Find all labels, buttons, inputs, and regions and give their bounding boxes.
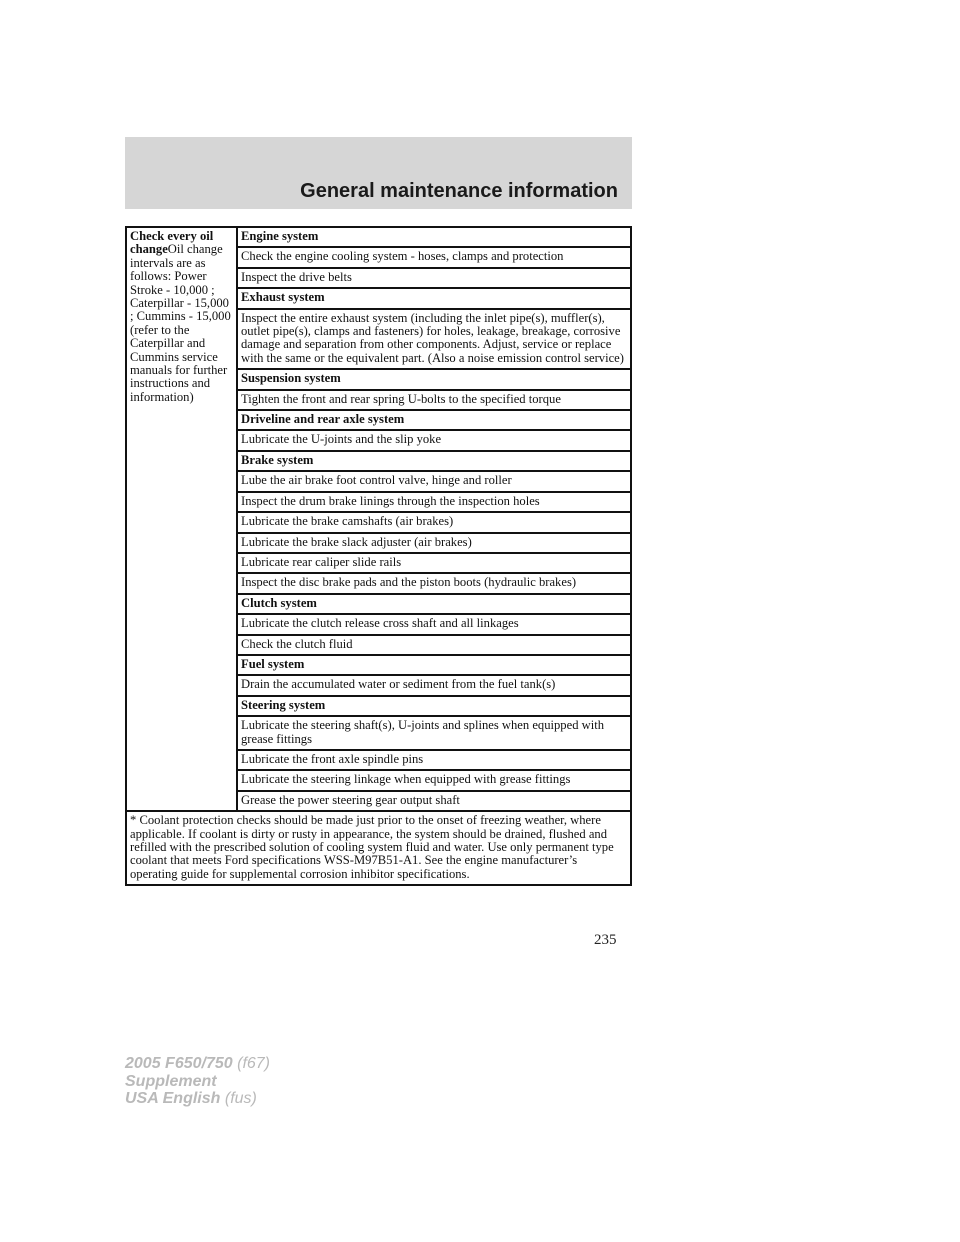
table-row [126, 227, 631, 247]
maintenance-item: Tighten the front and rear spring U-bolts to the specified torque [237, 390, 631, 410]
section-heading: Clutch system [237, 594, 631, 614]
page-title: General maintenance information [300, 180, 618, 202]
maintenance-item: Inspect the drive belts [237, 268, 631, 288]
section-heading: Fuel system [237, 655, 631, 675]
maintenance-item: Drain the accumulated water or sediment from the fuel tank(s) [237, 675, 631, 695]
maintenance-item: Inspect the entire exhaust system (including the inlet pipe(s), muffler(s), outlet pipe(s), clamps and fasteners) for holes, leakage, breakage, corrosive damage and separation from other components. Adjust, service or replace with the same or the equivalent part. (Also a noise emission control service) [237, 309, 631, 370]
document-footer [125, 1055, 270, 1108]
maintenance-item: Lubricate the brake slack adjuster (air brakes) [237, 533, 631, 553]
footnote-row [126, 811, 631, 885]
footer-model-line [125, 1055, 270, 1073]
page-number: 235 [594, 932, 617, 948]
maintenance-item: Check the engine cooling system - hoses, clamps and protection [237, 247, 631, 267]
section-heading: Driveline and rear axle system [237, 410, 631, 430]
footer-lang-code: (fus) [224, 1090, 257, 1107]
maintenance-item: Lubricate the clutch release cross shaft and all linkages [237, 614, 631, 634]
maintenance-table-body [126, 227, 631, 885]
maintenance-item: Lubricate the U-joints and the slip yoke [237, 430, 631, 450]
coolant-footnote: * Coolant protection checks should be made just prior to the onset of freezing weather, where applicable. If coolant is dirty or rusty in appearance, the system should be drained, flushed and refilled with the prescribed solution of cooling system fluid and water. Use only permanent type coolant that meets Ford specifications WSS-M97B51-A1. See the engine manufacturer’s operating guide for supplemental corrosion inhibitor specifications. [126, 811, 631, 885]
section-heading: Brake system [237, 451, 631, 471]
maintenance-item: Grease the power steering gear output shaft [237, 791, 631, 811]
footer-lang-line [125, 1090, 270, 1108]
maintenance-item: Lubricate the steering linkage when equipped with grease fittings [237, 770, 631, 790]
maintenance-table [125, 226, 632, 886]
maintenance-item: Lubricate the brake camshafts (air brakes) [237, 512, 631, 532]
footer-model-code: (f67) [237, 1055, 271, 1072]
section-heading: Steering system [237, 696, 631, 716]
interval-lead: Check every oil change [130, 229, 214, 257]
section-heading: Exhaust system [237, 288, 631, 308]
maintenance-item: Lubricate rear caliper slide rails [237, 553, 631, 573]
maintenance-item: Lubricate the front axle spindle pins [237, 750, 631, 770]
interval-cell [126, 227, 237, 811]
footer-doc: Supplement [125, 1072, 217, 1090]
section-heading: Engine system [237, 227, 631, 247]
maintenance-item: Lubricate the steering shaft(s), U-joints and splines when equipped with grease fittings [237, 716, 631, 750]
footer-model: 2005 F650/750 [125, 1055, 233, 1072]
maintenance-item: Lube the air brake foot control valve, hinge and roller [237, 471, 631, 491]
maintenance-item: Inspect the drum brake linings through the inspection holes [237, 492, 631, 512]
maintenance-item: Check the clutch fluid [237, 635, 631, 655]
interval-text: Oil change intervals are as follows: Power Stroke - 10,000 ; Caterpillar - 15,000 ; Cummins - 15,000 (refer to the Caterpillar and Cummins service manuals for further instructions and information) [130, 242, 231, 404]
header-band [125, 137, 632, 209]
footer-lang: USA English [125, 1090, 221, 1107]
section-heading: Suspension system [237, 369, 631, 389]
footer-doc-line [125, 1073, 270, 1091]
maintenance-item: Inspect the disc brake pads and the piston boots (hydraulic brakes) [237, 573, 631, 593]
